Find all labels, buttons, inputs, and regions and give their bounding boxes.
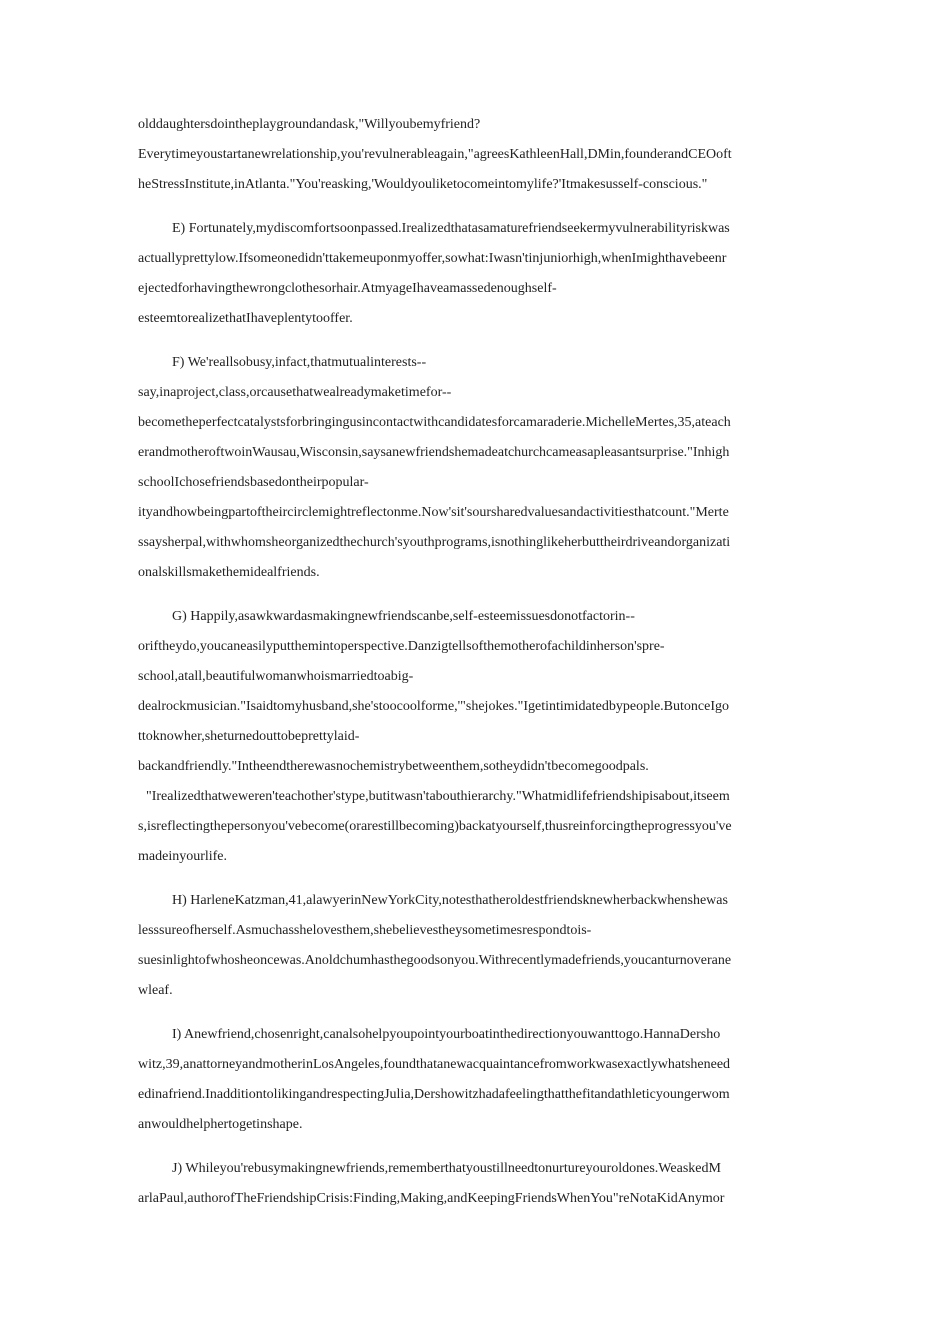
text-line: witz,39,anattorneyandmotherinLosAngeles,foundthatanewacquaintancefromworkwasexactlywhatsheneed xyxy=(138,1057,731,1072)
text-line: backandfriendly."Intheendtherewasnochemistrybetweenthem,sotheydidn'tbecomegoodpals. xyxy=(138,759,649,774)
text-line: becometheperfectcatalystsforbringingusincontactwithcandidatesforcamaraderie.MichelleMertes,35,ateach xyxy=(138,415,731,430)
text-line: actuallyprettylow.Ifsomeonedidn'ttakemeuponmyoffer,sowhat:Iwasn'tinjuniorhigh,whenImighthavebeenr xyxy=(138,251,727,266)
text-line: ityandhowbeingpartoftheircirclemightreflectonme.Now'sit'soursharedvaluesandactivitiesthatcount."Merte xyxy=(138,505,729,520)
text-line: wleaf. xyxy=(138,983,173,998)
text-line: ttoknowher,sheturnedouttobeprettylaid- xyxy=(138,729,360,744)
text-line: Everytimeyoustartanewrelationship,you'revulnerableagain,"agreesKathleenHall,DMin,founderandCEOoft xyxy=(138,147,732,162)
text-line: s,isreflectingthepersonyou'vebecome(orarestillbecoming)backatyourself,thusreinforcingtheprogressyou've xyxy=(138,819,732,834)
paragraph-i xyxy=(138,1020,816,1140)
paragraph-intro xyxy=(138,110,816,200)
text-line: ejectedforhavingthewrongclothesorhair.AtmyageIhaveamassedenoughself- xyxy=(138,281,557,296)
text-line: edinafriend.InadditiontolikingandrespectingJulia,Dershowitzhadafeelingthatthefitandathleticyoungerwom xyxy=(138,1087,730,1102)
text-line: anwouldhelphertogetinshape. xyxy=(138,1117,303,1132)
paragraph-f xyxy=(138,348,816,588)
text-line: F) We'reallsobusy,infact,thatmutualinterests-- xyxy=(172,355,427,370)
text-line: schoolIchosefriendsbasedontheirpopular- xyxy=(138,475,369,490)
paragraph-g xyxy=(138,602,816,872)
paragraph-j xyxy=(138,1154,816,1214)
text-line: suesinlightofwhosheoncewas.Anoldchumhasthegoodsonyou.Withrecentlymadefriends,youcanturnoverane xyxy=(138,953,732,968)
text-line: olddaughtersdointheplaygroundandask,"Willyoubemyfriend? xyxy=(138,117,481,132)
text-line: say,inaproject,class,orcausethatwealreadymaketimefor-- xyxy=(138,385,452,400)
paragraph-e xyxy=(138,214,816,334)
text-line: "Irealizedthatweweren'teachother'stype,butitwasn'tabouthierarchy."Whatmidlifefriendshipisabout,itseem xyxy=(146,789,730,804)
text-line: J) Whileyou'rebusymakingnewfriends,rememberthatyoustillneedtonurtureyouroldones.WeaskedM xyxy=(172,1161,721,1176)
text-line: school,atall,beautifulwomanwhoismarriedtoabig- xyxy=(138,669,414,684)
text-line: onalskillsmakethemidealfriends. xyxy=(138,565,320,580)
text-line: heStressInstitute,inAtlanta."You'reasking,'Wouldyouliketocomeintomylife?'Itmakesusself-conscious." xyxy=(138,177,708,192)
text-line: oriftheydo,youcaneasilyputthemintoperspective.Danzigtellsofthemotherofachildinherson'spre- xyxy=(138,639,665,654)
text-line: ssaysherpal,withwhomsheorganizedthechurch'syouthprograms,isnothinglikeherbuttheirdriveandorganizati xyxy=(138,535,731,550)
text-line: esteemtorealizethatIhaveplentytooffer. xyxy=(138,311,353,326)
text-line: madeinyourlife. xyxy=(138,849,228,864)
text-line: arlaPaul,authorofTheFriendshipCrisis:Finding,Making,andKeepingFriendsWhenYou"reNotaKidAnymor xyxy=(138,1191,725,1206)
paragraph-h xyxy=(138,886,816,1006)
text-line: dealrockmusician."Isaidtomyhusband,she'stoocoolforme,'"shejokes."Igetintimidatedbypeople.ButonceIgo xyxy=(138,699,729,714)
document-page xyxy=(138,110,816,1228)
text-line: erandmotheroftwoinWausau,Wisconsin,saysanewfriendshemadeatchurchcameasapleasantsurprise."Inhigh xyxy=(138,445,730,460)
text-line: I) Anewfriend,chosenright,canalsohelpyoupointyourboatinthedirectionyouwanttogo.HannaDersho xyxy=(172,1027,721,1042)
text-line: G) Happily,asawkwardasmakingnewfriendscanbe,self-esteemissuesdonotfactorin-- xyxy=(172,609,635,624)
text-line: H) HarleneKatzman,41,alawyerinNewYorkCity,notesthatheroldestfriendsknewherbackwhenshewas xyxy=(172,893,728,908)
text-line: lesssureofherself.Asmuchasshelovesthem,shebelievestheysometimesrespondtois- xyxy=(138,923,592,938)
text-line: E) Fortunately,mydiscomfortsoonpassed.Irealizedthatasamaturefriendseekermyvulnerabilityriskwas xyxy=(172,221,730,236)
